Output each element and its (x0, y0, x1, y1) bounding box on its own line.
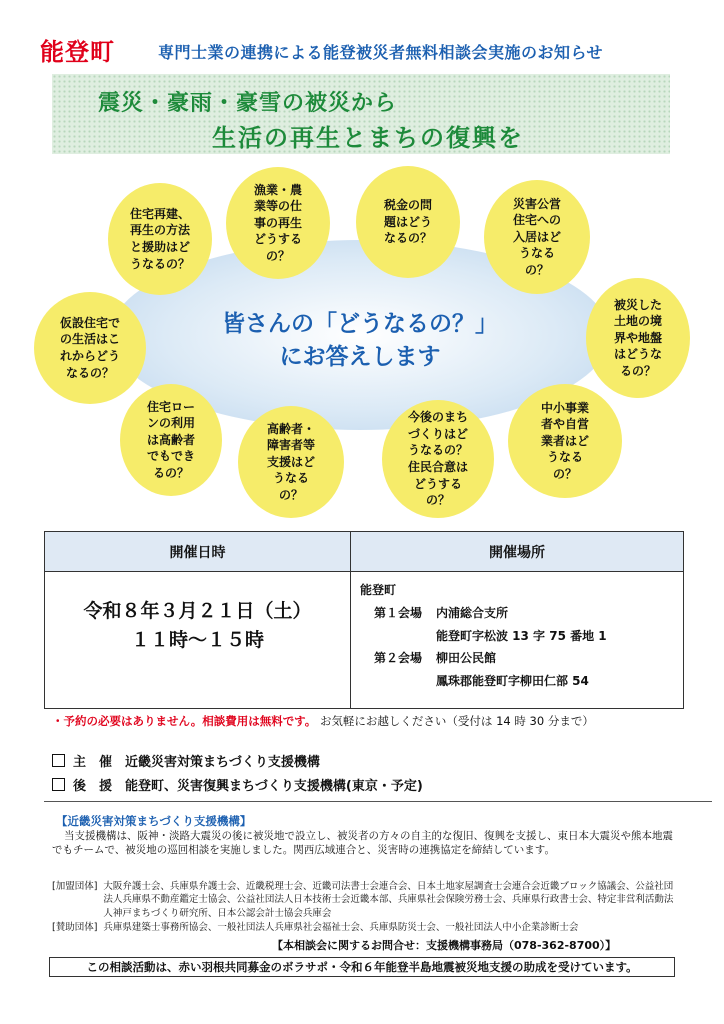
question-bubble: 災害公営 住宅への 入居はど うなる の？ (484, 180, 590, 294)
question-bubble: 中小事業 者や自営 業者はど うなる の？ (508, 384, 622, 498)
members-list: 大阪弁護士会、兵庫県弁護士会、近畿税理士会、近畿司法書士会連合会、日本土地家屋調査士会連合会近畿ブロック協議会、公益社団法人兵庫県不動産鑑定士協会、公益社団法人日本技術士会近畿本部、兵庫県社会保険労務士会、兵庫県行政書士会、特定非営利活動法人神戸まちづくり研究所、日本公認会計士協会兵庫会 (103, 881, 674, 919)
venue-town: 能登町 (360, 583, 397, 597)
venue-2-label: 第２会場 (374, 651, 423, 666)
organization-description: 当支援機構は、阪神・淡路大震災の後に被災地で設立し、被災者の方々の自主的な復旧、復興を支援し、東日本大震災や熊本地震でもチームで、被災地の巡回相談を実施しました。関西広域連合と、災害時の連携協定を締結しています。 (52, 830, 673, 856)
supporters-list: 兵庫県建築士事務所協会、一般社団法人兵庫県社会福祉士会、兵庫県防災士会、一般社団法人中小企業診断士会 (103, 922, 579, 933)
center-message: 皆さんの「どうなるの？」 にお答えします (222, 311, 498, 371)
supporter-line (52, 775, 423, 794)
venue-1-name: 内浦総合支所 (436, 605, 509, 620)
town-name: 能登町 (40, 38, 115, 66)
date-header: 開催日時 (45, 532, 351, 572)
event-datetime: 令和８年３月２１日（土） １１時～１５時 (83, 600, 312, 652)
organizer-line (52, 751, 320, 770)
section-divider (44, 801, 712, 802)
supporter-label: 後 援 (73, 779, 113, 794)
question-bubble: 被災した 土地の境 界や地盤 はどうな るの？ (586, 278, 690, 398)
no-reservation-text: ・予約の必要はありません。相談費用は無料です。 (52, 714, 317, 728)
place-header: 開催場所 (351, 532, 684, 572)
datetime-cell (45, 572, 351, 709)
question-bubble: 住宅再建、 再生の方法 と援助はど うなるの？ (108, 183, 212, 295)
question-bubble: 住宅ロー ンの利用 は高齢者 でもでき るの？ (120, 384, 222, 496)
checkbox-icon (52, 778, 65, 791)
supporter-name: 能登町、災害復興まちづくり支援機構(東京・予定) (125, 779, 423, 794)
organizer-name: 近畿災害対策まちづくり支援機構 (125, 755, 320, 770)
venue-2-name: 柳田公民館 (436, 651, 497, 666)
event-info-table (44, 531, 684, 709)
notice-title: 専門士業の連携による能登被災者無料相談会実施のお知らせ (158, 43, 604, 62)
member-groups (52, 880, 682, 920)
question-bubble: 高齢者・ 障害者等 支援はど うなる の？ (238, 406, 344, 518)
question-bubble: 今後のまち づくりはど うなるの？ 住民合意は どうする の？ (382, 400, 494, 518)
question-bubble: 仮設住宅で の生活はこ れからどう なるの？ (34, 292, 146, 404)
place-cell (351, 572, 684, 709)
grant-notice: この相談活動は、赤い羽根共同募金のボラサポ・令和６年能登半島地震被災地支援の助成を受けています。 (49, 957, 675, 977)
headline-line-1: 震災・豪雨・豪雪の被災から (98, 91, 398, 116)
question-bubble: 税金の問 題はどう なるの？ (356, 166, 460, 278)
venue-1-label: 第１会場 (374, 605, 423, 620)
welcome-text: お気軽にお越しください（受付は 14 時 30 分まで） (319, 714, 594, 728)
venue-2-address: 鳳珠郡能登町字柳田仁部 54 (436, 674, 589, 689)
venue-1-address: 能登町字松波 13 字 75 番地 1 (436, 628, 607, 643)
contact-info: 【本相談会に関するお問合せ：支援機構事務局（078-362-8700）】 (272, 939, 617, 952)
headline-line-2: 生活の再生とまちの復興を (212, 124, 524, 152)
supporters-label: [賛助団体] (52, 922, 98, 933)
organizer-label: 主 催 (73, 755, 113, 770)
checkbox-icon (52, 754, 65, 767)
question-bubble: 漁業・農 業等の仕 事の再生 どうする の？ (226, 167, 330, 279)
supporting-groups (52, 921, 682, 934)
reservation-note (52, 713, 594, 729)
organization-heading: 【近畿災害対策まちづくり支援機構】 (56, 814, 252, 828)
members-label: [加盟団体] (52, 881, 98, 892)
